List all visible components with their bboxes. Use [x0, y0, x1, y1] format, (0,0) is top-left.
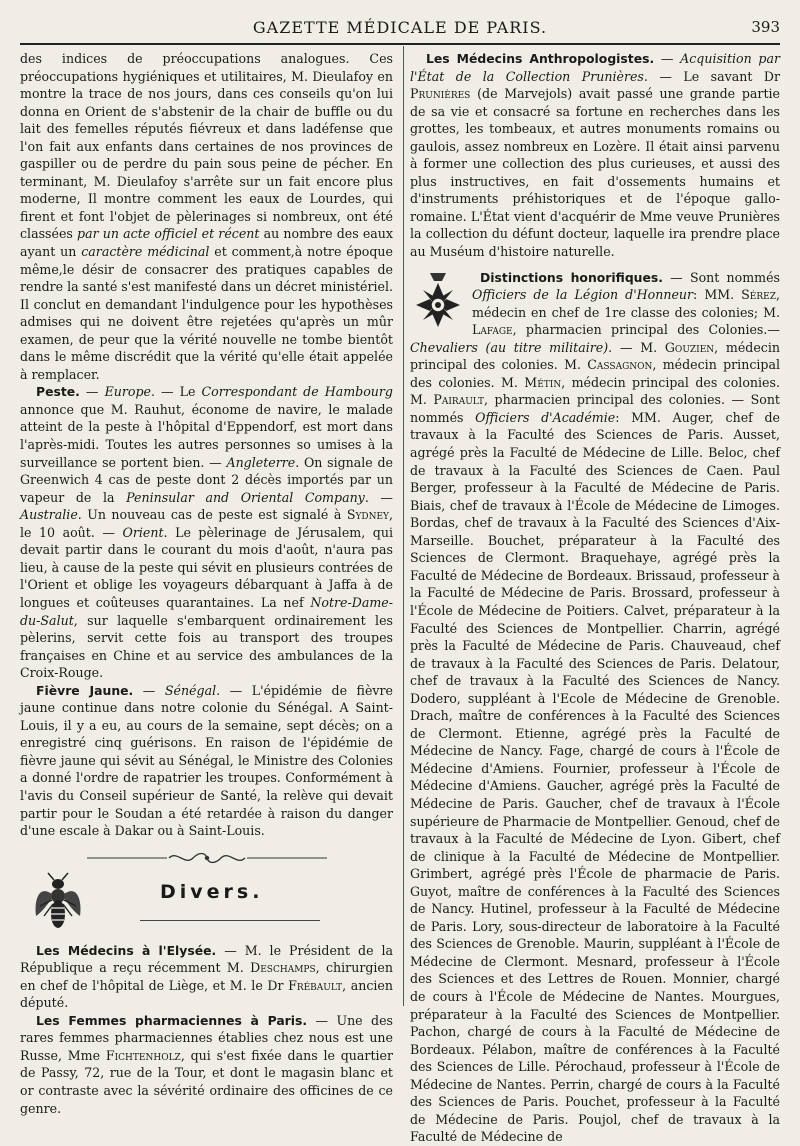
femmes-paragraph	[20, 1012, 393, 1117]
text-run: . On signale de Greenwich 4 cas de peste dont 2 décès importés par un vapeur de la	[20, 454, 393, 505]
text-run: —	[133, 682, 165, 698]
distinctions-heading: Distinctions honorifiques.	[480, 269, 663, 285]
distinctions-paragraph	[410, 269, 780, 1146]
text-run: Gouzien	[664, 339, 715, 355]
page-header	[20, 18, 780, 42]
elysee-paragraph	[20, 942, 393, 1012]
text-run: Lafage	[472, 322, 513, 338]
text-run: Sénégal	[164, 682, 217, 698]
distinctions-section	[410, 269, 780, 1146]
fievre-paragraph	[20, 682, 393, 840]
text-run: , médecin principal des colonies. M.	[410, 357, 781, 390]
text-run: : MM.	[615, 409, 673, 425]
text-run: , le 10 août. —	[20, 507, 393, 540]
text-run: Sérez	[741, 287, 776, 303]
text-run: (de Marvejols) avait passé une grande partie de sa vie et consacré sa fortune en recherches dans les grottes, les tombeaux, et autres monuments romains ou gaulois, assez nombreux en Lozère. Il était ainsi parvenu à former une collection des plus curieuses, et aussi des plus instructives, en fait d'ossements humains et d'instruments préhistoriques et de l'époque gallo-romaine. L'État vient d'acquérir de Mme veuve Prunières la collection du défunt docteur, laquelle ira prendre place au Muséum d'histoire naturelle.	[410, 86, 780, 260]
text-run: , qui s'est fixée dans le quartier de Passy, 72, rue de la Tour, et dont le magasin blanc et or contraste avec la sévérité ordinaire des officines de ce genre.	[20, 1047, 394, 1116]
fievre-heading: Fièvre Jaune.	[36, 682, 134, 698]
legion-medal-wrap	[410, 271, 466, 331]
text-run: Acquisition par l'État de la Collection Prunières	[410, 51, 780, 84]
text-run: Peninsular and Oriental Company	[126, 489, 365, 505]
text-run: , sur laquelle s'embarquent ordinairement les pèlerins, servit cette fois au transport des troupes françaises en Chine et au service des ambulances de la Croix-Rouge.	[20, 612, 393, 681]
text-run: au nombre des eaux ayant un	[20, 226, 393, 260]
text-run: : MM.	[693, 287, 742, 303]
text-run: , pharmacien principal des colonies. — Sont nommés	[410, 392, 780, 425]
text-run: Correspondant de Hambourg	[201, 384, 393, 400]
journal-title: GAZETTE MÉDICALE DE PARIS.	[252, 18, 548, 37]
peste-heading: Peste.	[36, 384, 80, 400]
text-run: annonce que M. Rauhut, économe de navire, le malade atteint de la peste à l'hôpital d'Eppendorf, est mort dans l'après-midi. Toutes les autres personnes so umises à la surveillance se portent bien. —	[20, 401, 393, 470]
anthropologistes-heading: Les Médecins Anthropologistes.	[426, 51, 655, 66]
text-run: par un acte officiel et récent	[77, 226, 260, 242]
text-run: Orient	[122, 524, 164, 540]
divers-section-header	[20, 872, 393, 942]
divers-rule	[140, 920, 320, 921]
text-run: Notre-Dame-du-Salut	[20, 594, 393, 628]
text-run: Métin	[524, 374, 562, 390]
text-run: Fichtenholz	[105, 1047, 181, 1063]
column-divider	[403, 46, 404, 1006]
text-run: . Le pèlerinage de Jérusalem, qui devait partir dans le courant du mois d'août, n'aura pas lieu, à cause de la peste qui sévit en plusieurs contrées de l'Orient et oblige les voyageurs débarquant à Jaffa à de longues et coûteuses quarantaines. La nef	[20, 524, 393, 610]
flourish-icon	[87, 850, 327, 866]
text-run: . —	[364, 489, 394, 505]
text-run: Sydney	[346, 507, 389, 523]
text-run: — M. le Président de la République a reçu récemment M.	[20, 942, 393, 976]
text-run: Cassagnon	[587, 357, 653, 373]
text-run: , médecin principal des colonies. M.	[410, 374, 780, 408]
text-run: Prunières	[410, 86, 471, 102]
text-run: , médecin en chef de 1re classe des colonies; M.	[472, 287, 780, 320]
text-run: Deschamps	[250, 960, 316, 976]
text-run: Angleterre	[226, 454, 296, 470]
text-run: , ancien député.	[20, 977, 393, 1011]
divers-heading: Divers.	[160, 880, 264, 903]
text-run: des indices de préoccupations analogues. Ces préoccupations hygiéniques et utilitaires, M. Dieulafoy en montre la trace de nos jours, dans ces conseils qu'on lui donna en Orient de s'abstenir de la chair de buffle ou du lait des femelles réputés fiévreux et dans ladéfense que l'on fait aux enfants dans certaines de nos provinces de gaspiller ou de perdre du pain sous peine de pécher. En terminant, M. Dieulafoy s'arrête sur un fait encore plus moderne, Il montre comment les eaux de Lourdes, qui firent et font l'objet de pèlerinages si nombreux, ont été classées	[20, 51, 393, 242]
text-run: Australie	[20, 507, 78, 523]
text-run: Chevaliers (au titre militaire)	[410, 339, 609, 355]
text-run: Officiers de la Légion d'Honneur	[472, 287, 694, 303]
text-run: —	[79, 384, 105, 400]
ornament-divider	[20, 850, 393, 872]
right-column	[410, 50, 780, 1146]
text-run: , chirurgien en chef de l'hôpital de Liège, et M. le Dr	[20, 960, 393, 993]
left-column	[20, 50, 393, 1117]
text-run: — Sont nommés	[663, 269, 780, 285]
anthropologistes-paragraph	[410, 50, 780, 261]
peste-paragraph	[20, 383, 393, 681]
text-run: , pharmacien principal des Colonies.—	[512, 322, 780, 338]
text-run: —	[654, 51, 681, 66]
text-run: caractère médicinal	[81, 244, 210, 260]
femmes-heading: Les Femmes pharmaciennes à Paris.	[36, 1012, 308, 1028]
text-run: Auger, chef de travaux à la Faculté des Sciences de Paris. Ausset, agrégé près la Faculté de Médecine de Lille. Beloc, chef de travaux à la Faculté des Sciences de Caen. Paul Berger, professeur à la Faculté de Médecine de Paris. Biais, chef de travaux à l'École de Médecine de Limoges. Bordas, chef de travaux à la Faculté des Sciences d'Aix-Marseille. Bouchet, préparateur à la Faculté des Sciences de Clermont. Braquehaye, agrégé près la Faculté de Médecine de Bordeaux. Brissaud, professeur à la Faculté de Médecine de Paris. Brossard, professeur à l'École de Médecine de Poitiers. Calvet, préparateur à la Faculté des Sciences de Montpellier. Charrin, agrégé près la Faculté de Médecine de Paris. Chauveaud, chef de travaux à la Faculté des Sciences de Paris. Delatour, chef de travaux à la Faculté des Sciences de Nancy. Dodero, suppléant à l'Ecole de Médecine de Grenoble. Drach, maître de conférences à la Faculté des Sciences de Clermont. Etienne, agrégé près la Faculté de Médecine de Nancy. Fage, chargé de cours à l'École de Médecine d'Amiens. Fournier, professeur à l'École de Médecine d'Amiens. Gaucher, agrégé près la Faculté de Médecine de Paris. Gaucher, chef de travaux à l'École supérieure de Pharmacie de Montpellier. Genoud, chef de travaux à la Faculté de Médecine de Lyon. Gibert, chef de clinique à la Faculté de Médecine de Montpellier. Grimbert, agrégé près l'École de pharmacie de Paris. Guyot, maître de conférences à la Faculté des Sciences de Nancy. Hutinel, professeur à la Faculté de Médecine de Paris. Lory, sous-directeur de laboratoire à la Faculté des Sciences de Grenoble. Maurin, suppléant à l'École de Médecine de Clermont. Mesnard, professeur à l'École des Sciences et des Lettres de Rouen. Monnier, chargé de cours à l'École de Médecine de Nantes. Mourgues, préparateur à la Faculté des Sciences de Montpellier. Pachon, chargé de cours à la Faculté de Médecine de Bordeaux. Pélabon, maître de conférences à la Faculté des Sciences de Lille. Pérochaud, professeur à l'École de Médecine de Nantes. Perrin, chargé de cours à la Faculté des Sciences de Paris. Pouchet, professeur à la Faculté de Médecine de Paris. Poujol, chef de travaux à la Faculté de Médecine de	[410, 409, 780, 1145]
elysee-heading: Les Médecins à l'Elysée.	[36, 942, 217, 958]
text-run: Frébault	[288, 977, 343, 993]
legion-honneur-medal-icon	[410, 271, 466, 329]
text-run: . Un nouveau cas de peste est signalé à	[77, 507, 347, 523]
text-run: . — Le	[150, 384, 202, 400]
text-run: . — M.	[608, 339, 665, 355]
text-run: et comment,à notre époque même,le désir de consacrer des pratiques capables de rendre la santé s'est manifesté dans un décret ministériel. Il conclut en demandant l'indulgence pour les hypothèses admises qui ne doivent être rejetées qu'après un mûr examen, de peur que la vérité nouvelle ne tombe bientôt dans le même discrédit que la vérité qu'elle était appelée à remplacer.	[20, 244, 393, 382]
text-run: . — L'épidémie de fièvre jaune continue dans notre colonie du Sénégal. A Saint-Louis, il y a eu, au cours de la semaine, sept décès; on a enregistré cinq guérisons. En raison de l'épidémie de fièvre jaune qui sévit au Sénégal, le Ministre des Colonies a donné l'ordre de rapatrier les troupes. Conformément à l'avis du Conseil supérieur de Santé, la relève qui devait partir pour le Soudan a été retardée à raison du danger d'une escale à Dakar ou à Saint-Louis.	[20, 682, 393, 839]
text-run: Officiers d'Académie	[475, 409, 616, 425]
dieulafoy-paragraph	[20, 50, 393, 383]
text-run: Pairault	[433, 392, 485, 408]
text-run: , médecin principal des colonies. M.	[410, 339, 780, 373]
page-number: 393	[751, 18, 780, 36]
text-run: Europe	[104, 384, 151, 400]
text-run: — Une des rares femmes pharmaciennes établies chez nous est une Russe, Mme	[20, 1012, 393, 1063]
bee-emblem-icon	[32, 872, 84, 932]
header-rule	[20, 43, 780, 45]
text-run: . — Le savant Dr	[643, 68, 781, 84]
